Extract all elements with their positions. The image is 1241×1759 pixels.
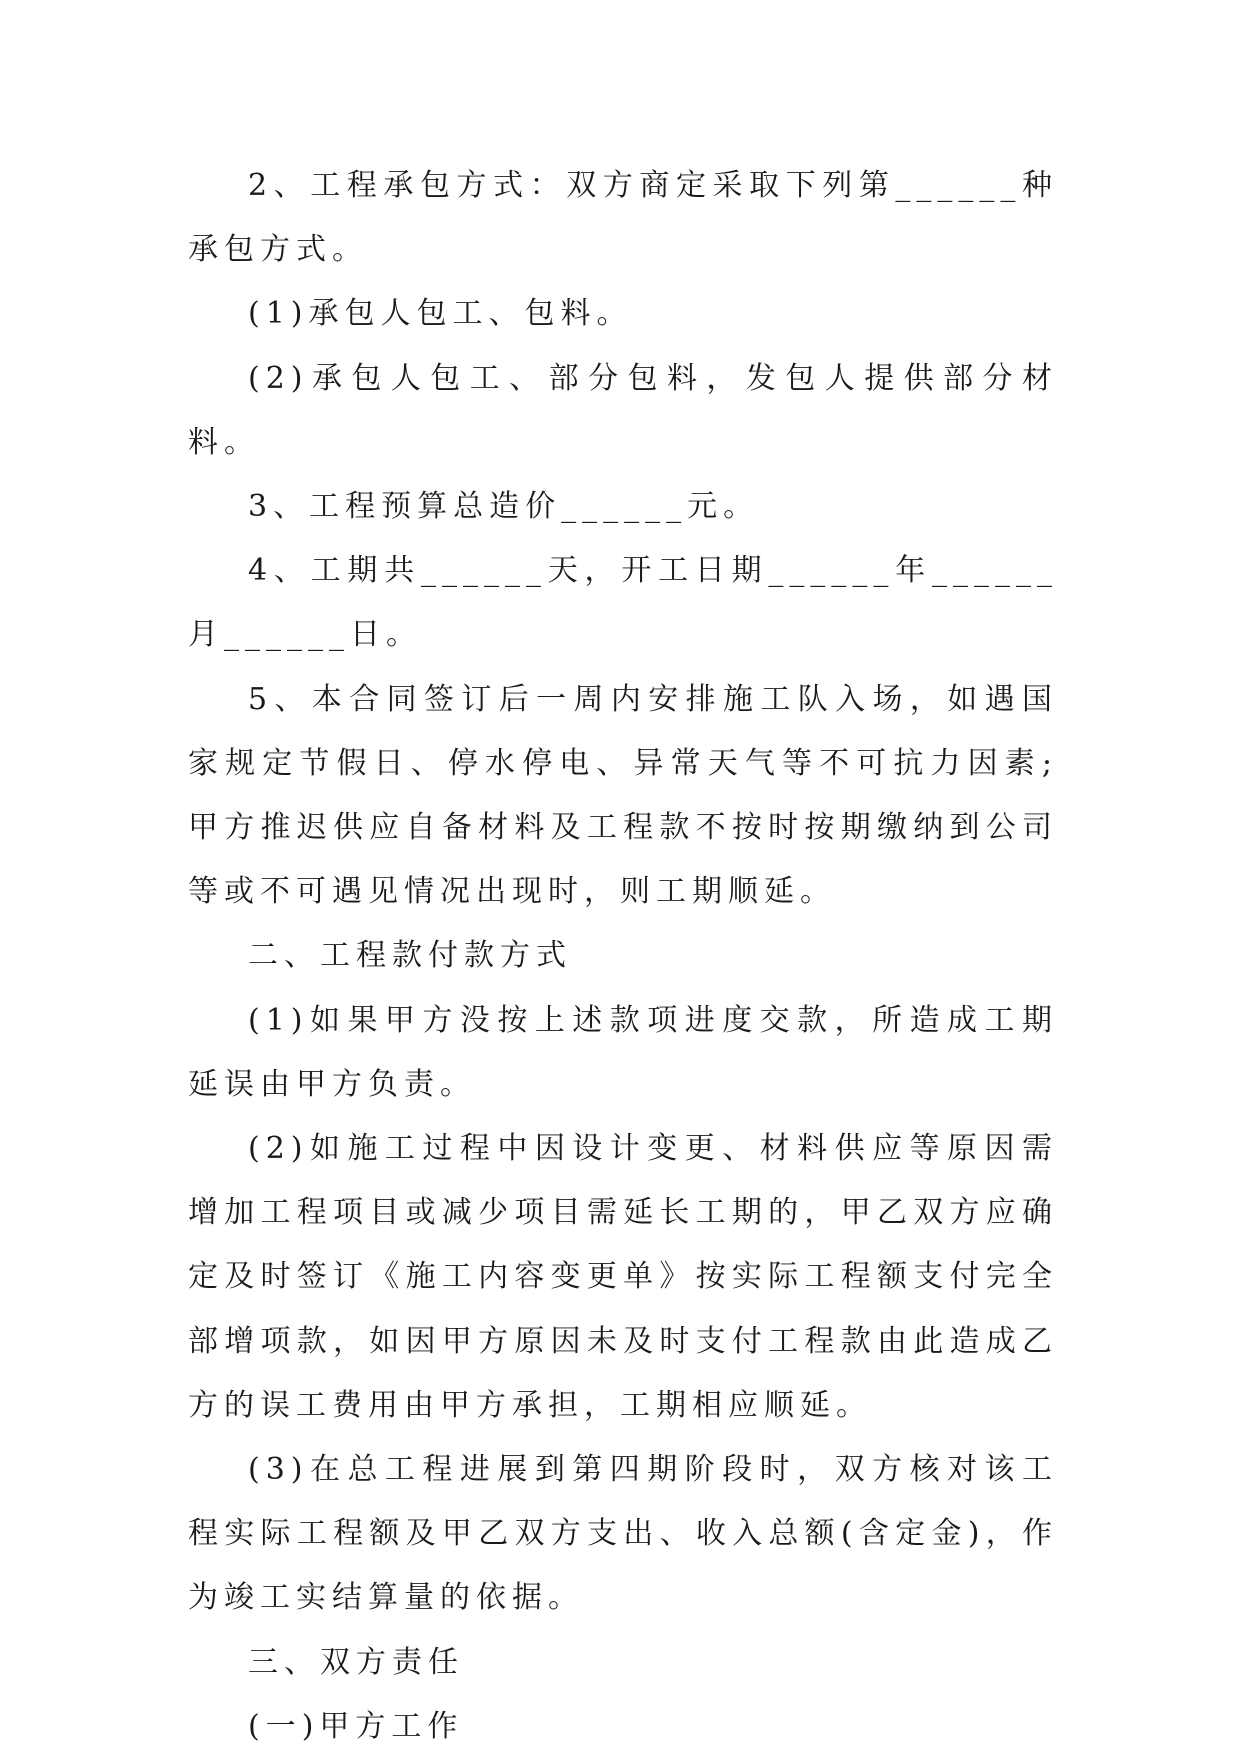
section-heading-payment: 二、工程款付款方式 — [248, 938, 572, 974]
paragraph-delay-terms: 5、本合同签订后一周内安排施工队入场，如遇国家规定节假日、停水停电、异常天气等不可抗力因素;甲方推迟供应自备材料及工程款不按时按期缴纳到公司等或不可遇见情况出现时，则工期顺延。 — [188, 681, 1058, 910]
paragraph-payment-2: (2)如施工过程中因设计变更、材料供应等原因需增加工程项目或减少项目需延长工期的，甲乙双方应确定及时签订《施工内容变更单》按实际工程额支付完全部增项款，如因甲方原因未及时支付工程款由此造成乙方的误工费用由甲方承担，工期相应顺延。 — [188, 1131, 1058, 1423]
paragraph-payment-3: (3)在总工程进展到第四期阶段时，双方核对该工程实际工程额及甲乙双方支出、收入总额(含定金)，作为竣工实结算量的依据。 — [188, 1452, 1058, 1616]
paragraph-option-1: (1)承包人包工、包料。 — [248, 296, 633, 332]
paragraph-budget: 3、工程预算总造价______元。 — [248, 489, 760, 525]
section-heading-responsibilities: 三、双方责任 — [248, 1644, 464, 1680]
paragraph-option-2: (2)承包人包工、部分包料，发包人提供部分材料。 — [188, 360, 1058, 460]
document-body — [188, 154, 1058, 1759]
paragraph-schedule: 4、工期共______天，开工日期______年______月______日。 — [188, 553, 1058, 653]
subsection-heading-party-a: (一)甲方工作 — [248, 1708, 464, 1744]
paragraph-payment-1: (1)如果甲方没按上述款项进度交款，所造成工期延误由甲方负责。 — [188, 1002, 1058, 1102]
paragraph-contracting-method: 2、工程承包方式：双方商定采取下列第______种承包方式。 — [188, 168, 1058, 268]
